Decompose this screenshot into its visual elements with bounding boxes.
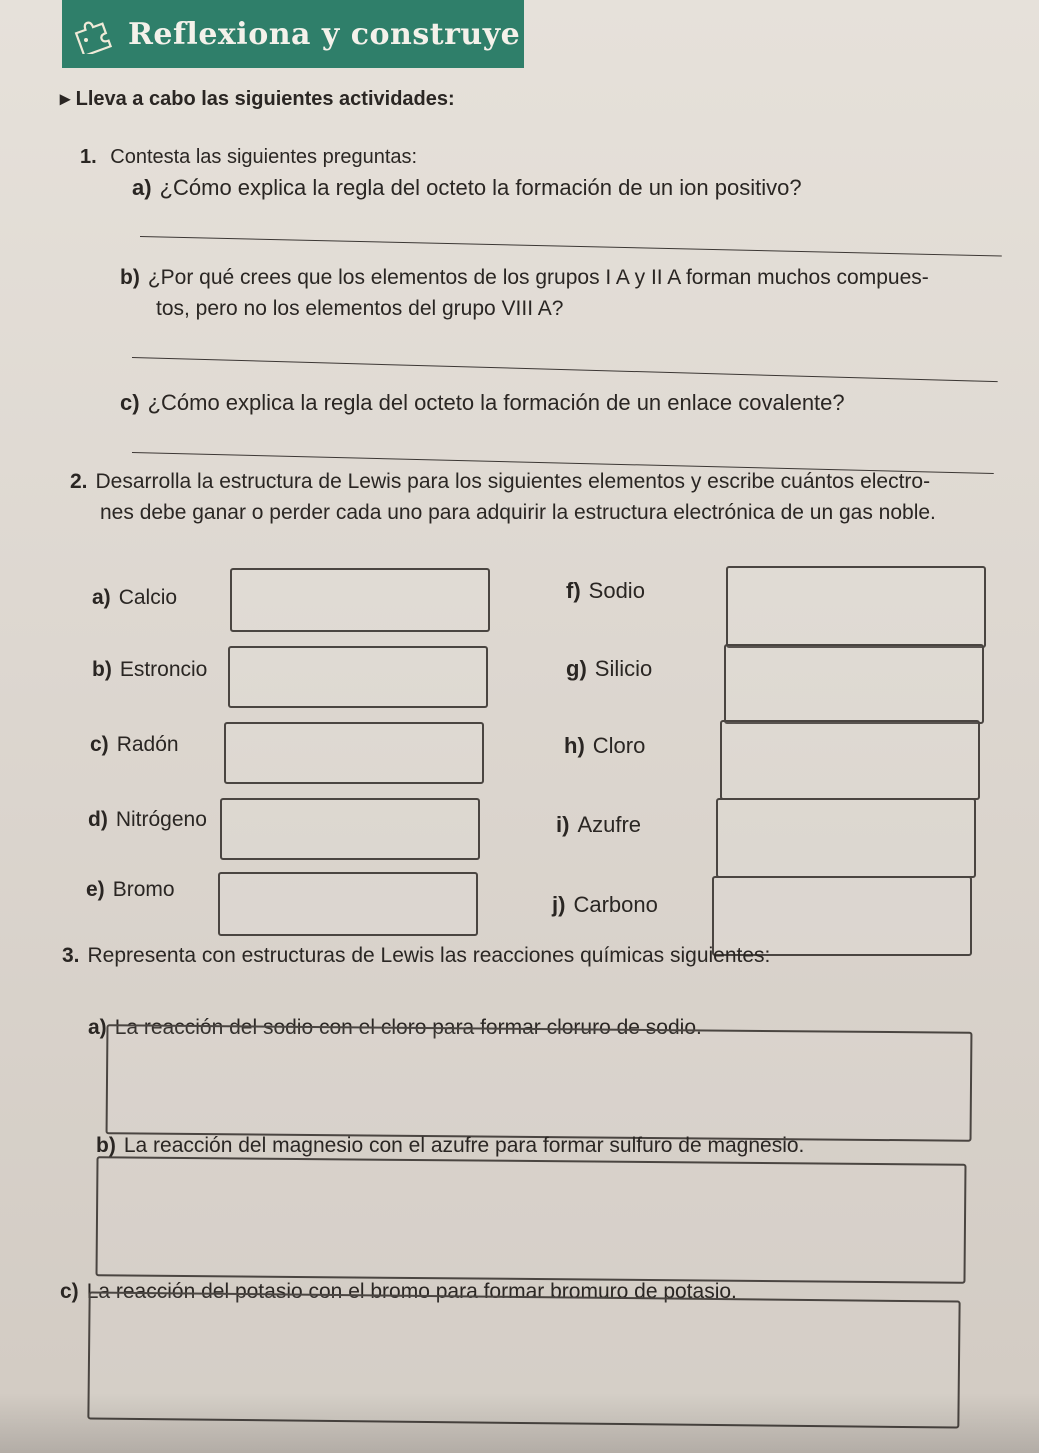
item-letter: h)	[564, 733, 585, 758]
element-name: Nitrógeno	[115, 808, 207, 831]
intro-text: Lleva a cabo las siguientes actividades:	[75, 88, 455, 110]
item-letter: e)	[86, 878, 105, 901]
item-letter: c)	[120, 390, 140, 415]
item-text: La reacción del magnesio con el azufre para formar sulfuro de magnesio.	[123, 1134, 805, 1157]
element-label-cloro	[564, 733, 645, 759]
item-letter: b)	[92, 658, 112, 681]
item-letter: j)	[552, 892, 566, 917]
question-text-line1: Desarrolla la estructura de Lewis para los siguientes elementos y escribe cuántos electro-	[95, 470, 931, 493]
element-label-carbono	[552, 892, 658, 918]
question-2-heading	[70, 466, 936, 528]
question-text: Representa con estructuras de Lewis las reacciones químicas siguientes:	[87, 944, 771, 967]
element-label-nitrogeno	[88, 808, 207, 832]
item-letter: c)	[90, 733, 109, 756]
element-label-azufre	[556, 812, 641, 838]
question-number: 3.	[62, 944, 80, 967]
item-letter: f)	[566, 578, 581, 603]
element-name: Calcio	[118, 586, 178, 609]
element-label-bromo	[86, 878, 175, 902]
answer-box-estroncio[interactable]	[228, 646, 488, 708]
answer-box-silicio[interactable]	[724, 644, 984, 724]
answer-line-1a[interactable]	[140, 236, 1002, 257]
item-text: ¿Cómo explica la regla del octeto la formación de un ion positivo?	[159, 175, 802, 200]
element-label-silicio	[566, 656, 652, 682]
question-1-heading	[80, 146, 417, 169]
answer-line-1b[interactable]	[132, 357, 998, 382]
answer-box-azufre[interactable]	[716, 798, 976, 878]
answer-box-bromo[interactable]	[218, 872, 478, 936]
element-name: Bromo	[112, 878, 175, 901]
element-name: Azufre	[577, 812, 642, 837]
item-text-line2: tos, pero no los elementos del grupo VIII A?	[156, 297, 564, 320]
question-1c	[120, 387, 845, 418]
item-letter: a)	[92, 586, 111, 609]
item-letter: b)	[120, 266, 140, 289]
answer-box-cloro[interactable]	[720, 720, 980, 800]
element-name: Cloro	[592, 733, 646, 758]
element-label-estroncio	[92, 658, 207, 682]
element-name: Sodio	[588, 578, 645, 603]
item-letter: a)	[88, 1016, 107, 1039]
element-label-sodio	[566, 578, 645, 604]
item-text-line1: ¿Por qué crees que los elementos de los grupos I A y II A forman muchos compues-	[147, 266, 929, 289]
answer-box-calcio[interactable]	[230, 568, 490, 632]
item-letter: g)	[566, 656, 587, 681]
question-text: Contesta las siguientes preguntas:	[110, 146, 418, 168]
element-name: Carbono	[573, 892, 658, 917]
item-text: La reacción del potasio con el bromo para formar bromuro de potasio.	[86, 1280, 737, 1303]
element-name: Estroncio	[119, 658, 208, 681]
activities-intro	[60, 86, 455, 111]
bullet-arrow-icon: ▸	[60, 88, 76, 110]
answer-box-reaction-a[interactable]	[106, 1024, 973, 1142]
answer-box-radon[interactable]	[224, 722, 484, 784]
item-letter: c)	[60, 1280, 79, 1303]
answer-box-nitrogeno[interactable]	[220, 798, 480, 860]
question-3-heading	[62, 940, 770, 971]
question-number: 2.	[70, 470, 88, 493]
answer-box-reaction-c[interactable]	[87, 1291, 960, 1428]
answer-box-sodio[interactable]	[726, 566, 986, 648]
item-letter: i)	[556, 812, 570, 837]
element-name: Silicio	[594, 656, 653, 681]
question-number: 1.	[80, 146, 97, 168]
section-banner	[62, 0, 524, 68]
item-text: ¿Cómo explica la regla del octeto la formación de un enlace covalente?	[147, 390, 845, 415]
question-1b	[120, 262, 929, 324]
section-title: Reflexiona y construye	[128, 16, 521, 52]
question-1a	[132, 172, 802, 203]
item-letter: d)	[88, 808, 108, 831]
answer-box-reaction-b[interactable]	[95, 1156, 966, 1284]
element-label-calcio	[92, 586, 177, 610]
item-letter: a)	[132, 175, 152, 200]
element-name: Radón	[116, 733, 179, 756]
question-text-line2: nes debe ganar o perder cada uno para adquirir la estructura electrónica de un gas noble.	[100, 501, 936, 524]
item-text: La reacción del sodio con el cloro para formar cloruro de sodio.	[114, 1016, 702, 1039]
element-label-radon	[90, 733, 179, 757]
item-letter: b)	[96, 1134, 116, 1157]
puzzle-piece-icon	[62, 0, 122, 68]
